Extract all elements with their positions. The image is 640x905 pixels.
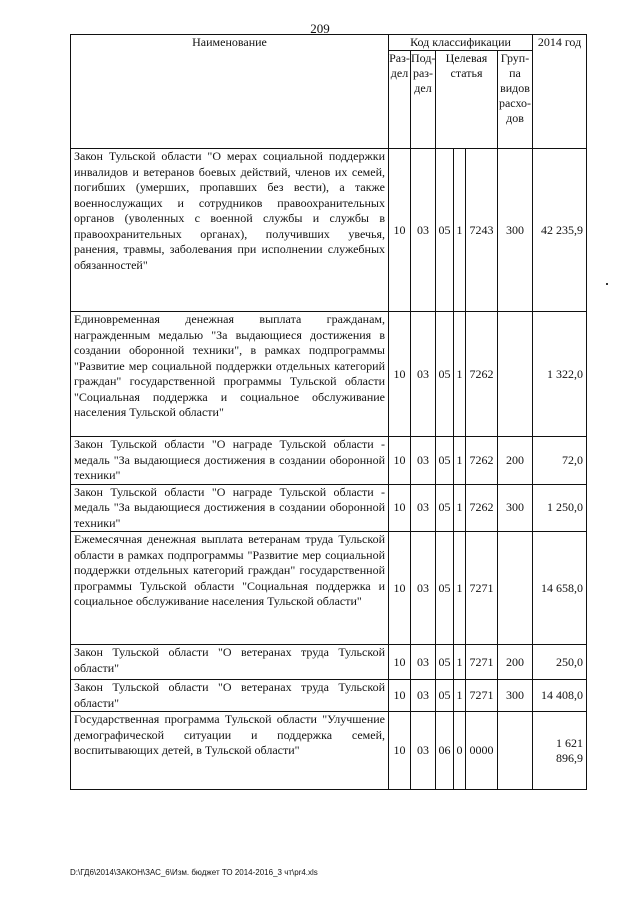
row-target-part2: 1 [454, 680, 466, 712]
table-row [71, 149, 587, 312]
row-target-part1: 06 [436, 712, 454, 790]
row-name: Единовременная денежная выплата гражданам, награжденным медалью "За выдающиеся достижения в создании оборонной техники", в рамках подпрограммы "Развитие мер социальной поддержки отдельных категорий граждан" государственной программы Тульской области "Социальная поддержка и социальное обслуживание населения Тульской области" [71, 312, 389, 437]
row-amount: 250,0 [533, 645, 587, 680]
row-razdel: 10 [389, 437, 411, 485]
table-row [71, 437, 587, 485]
row-expense-group: 200 [498, 437, 533, 485]
row-podrazdel: 03 [411, 312, 436, 437]
row-razdel: 10 [389, 484, 411, 532]
row-amount: 1 322,0 [533, 312, 587, 437]
row-target-part1: 05 [436, 484, 454, 532]
row-podrazdel: 03 [411, 437, 436, 485]
row-amount: 14 658,0 [533, 532, 587, 645]
row-podrazdel: 03 [411, 712, 436, 790]
row-razdel: 10 [389, 312, 411, 437]
header-name: Наименование [71, 35, 389, 149]
row-amount: 72,0 [533, 437, 587, 485]
header-classification: Код классификации [389, 35, 533, 51]
row-expense-group: 300 [498, 680, 533, 712]
row-name: Ежемесячная денежная выплата ветеранам труда Тульской области в рамках подпрограммы "Развитие мер социальной поддержки отдельных категорий граждан" государственной программы Тульской области "Социальная поддержка и социальное обслуживание населения Тульской области" [71, 532, 389, 645]
table-row [71, 645, 587, 680]
row-target-part2: 1 [454, 149, 466, 312]
row-amount: 42 235,9 [533, 149, 587, 312]
row-expense-group: 300 [498, 484, 533, 532]
row-target-part1: 05 [436, 680, 454, 712]
header-year: 2014 год [533, 35, 587, 149]
row-expense-group [498, 712, 533, 790]
row-target-part3: 0000 [466, 712, 498, 790]
row-name: Закон Тульской области "О ветеранах труда Тульской области" [71, 680, 389, 712]
table-row [71, 532, 587, 645]
header-razdel: Раз-дел [389, 51, 411, 149]
row-target-part2: 1 [454, 532, 466, 645]
row-amount: 1 250,0 [533, 484, 587, 532]
row-razdel: 10 [389, 532, 411, 645]
row-expense-group: 200 [498, 645, 533, 680]
table-row [71, 484, 587, 532]
row-name: Закон Тульской области "О мерах социальной поддержки инвалидов и ветеранов боевых действий, членов их семей, погибших (умерших, пропавших без вести), а также военнослужащих и сотрудников правоохранительных органов (уволенных с военной службы и службы в правоохранительных органах), получивших увечья, ранения, травмы, заболевания при исполнении служебных обязанностей" [71, 149, 389, 312]
row-podrazdel: 03 [411, 532, 436, 645]
row-target-part2: 1 [454, 645, 466, 680]
row-target-part3: 7271 [466, 532, 498, 645]
table-row [71, 312, 587, 437]
row-target-part3: 7262 [466, 312, 498, 437]
row-amount: 14 408,0 [533, 680, 587, 712]
row-name: Закон Тульской области "О награде Тульской области - медаль "За выдающиеся достижения в создании оборонной техники" [71, 437, 389, 485]
row-target-part3: 7262 [466, 484, 498, 532]
row-podrazdel: 03 [411, 680, 436, 712]
row-expense-group [498, 532, 533, 645]
row-target-part1: 05 [436, 437, 454, 485]
header-celevaya: Целевая статья [436, 51, 498, 149]
row-target-part2: 1 [454, 484, 466, 532]
row-name: Закон Тульской области "О ветеранах труда Тульской области" [71, 645, 389, 680]
row-razdel: 10 [389, 680, 411, 712]
row-target-part3: 7271 [466, 680, 498, 712]
header-podrazdel: Под-раз-дел [411, 51, 436, 149]
file-path-footer: D:\ГД6\2014\ЗАКОН\ЗАС_6\Изм. бюджет ТО 2014-2016_3 чт\pr4.xls [70, 868, 318, 877]
row-razdel: 10 [389, 645, 411, 680]
row-target-part2: 1 [454, 312, 466, 437]
row-expense-group [498, 312, 533, 437]
row-expense-group: 300 [498, 149, 533, 312]
row-target-part1: 05 [436, 312, 454, 437]
row-podrazdel: 03 [411, 484, 436, 532]
scan-speck [606, 283, 608, 285]
row-razdel: 10 [389, 149, 411, 312]
row-target-part1: 05 [436, 532, 454, 645]
row-target-part3: 7262 [466, 437, 498, 485]
budget-table [70, 34, 587, 790]
row-target-part1: 05 [436, 645, 454, 680]
row-target-part3: 7271 [466, 645, 498, 680]
row-target-part3: 7243 [466, 149, 498, 312]
table-row [71, 712, 587, 790]
row-target-part1: 05 [436, 149, 454, 312]
row-target-part2: 0 [454, 712, 466, 790]
row-target-part2: 1 [454, 437, 466, 485]
table-row [71, 680, 587, 712]
row-podrazdel: 03 [411, 149, 436, 312]
row-name: Государственная программа Тульской области "Улучшение демографической ситуации и поддержка семей, воспитывающих детей, в Тульской области" [71, 712, 389, 790]
row-name: Закон Тульской области "О награде Тульской области - медаль "За выдающиеся достижения в создании оборонной техники" [71, 484, 389, 532]
page-number: 209 [310, 21, 330, 36]
header-gruppa: Груп-па видов расхо-дов [498, 51, 533, 149]
row-podrazdel: 03 [411, 645, 436, 680]
row-amount: 1 621 896,9 [533, 712, 587, 790]
row-razdel: 10 [389, 712, 411, 790]
